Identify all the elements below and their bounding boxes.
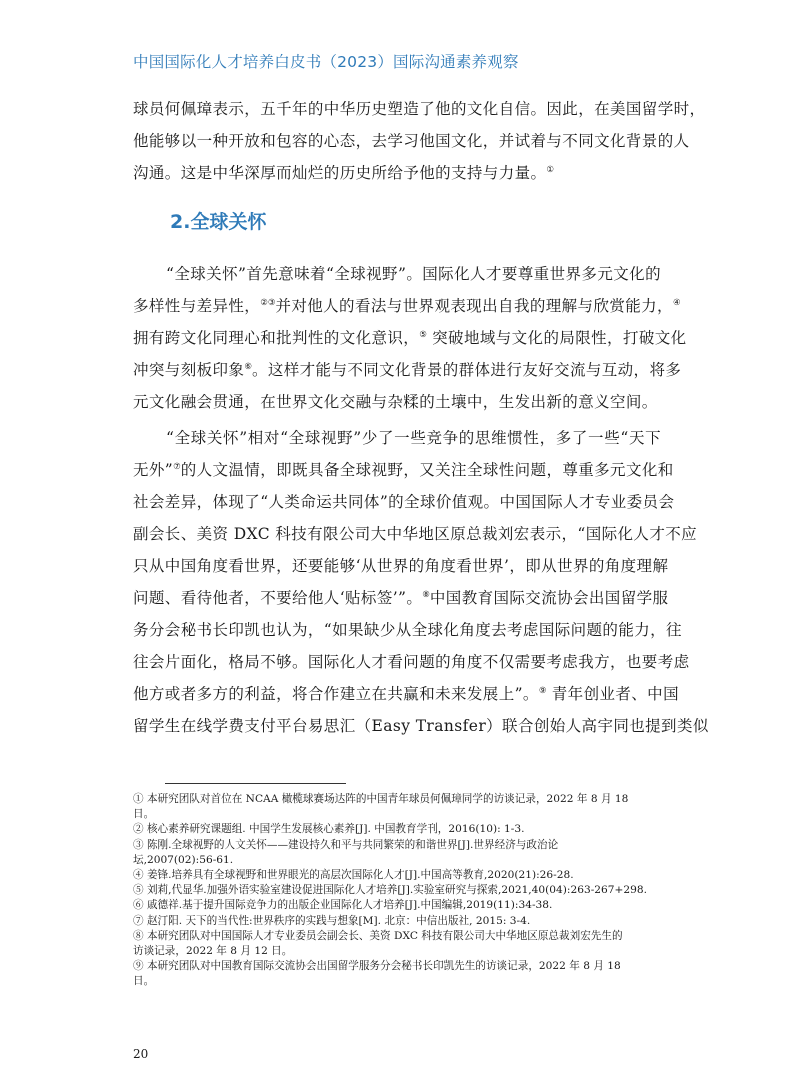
text-line: 元文化融会贯通，在世界文化交融与杂糅的土壤中，生发出新的意义空间。 <box>133 393 658 411</box>
footnotes <box>133 792 663 989</box>
footnote-ref[interactable]: ④ <box>672 298 681 308</box>
text-line: “全球关怀”相对“全球视野”少了一些竞争的思维惯性，多了一些“天下 <box>166 429 661 447</box>
footnote-line: ② 核心素养研究课题组. 中国学生发展核心素养[J]. 中国教育学刊，2016(10): 1-3. <box>133 823 525 836</box>
footnote-line: 坛,2007(02):56-61. <box>133 853 234 866</box>
paragraph-3 <box>133 422 709 742</box>
footnote-line: 日。 <box>133 808 155 821</box>
paragraph-1 <box>133 93 706 189</box>
text-line: 只从中国角度看世界，还要能够‘从世界的角度看世界’，即从世界的角度理解 <box>133 557 669 575</box>
text-line: 他方或者多方的利益，将合作建立在共赢和未来发展上”。⑨ 青年创业者、中国 <box>133 685 679 703</box>
section-title: 2.全球关怀 <box>170 211 267 233</box>
text-line: 往会片面化，格局不够。国际化人才看问题的角度不仅需要考虑我方，也要考虑 <box>133 653 690 671</box>
page-number: 20 <box>133 1047 149 1061</box>
footnote-ref[interactable]: ⑤ <box>419 330 427 340</box>
text-line: 留学生在线学费支付平台易思汇（Easy Transfer）联合创始人高宇同也提到类似 <box>133 717 709 735</box>
footnote-line: ④ 姜锋.培养具有全球视野和世界眼光的高层次国际化人才[J].中国高等教育,2020(21):26-28. <box>133 868 574 881</box>
text-line: 社会差异，体现了“人类命运共同体”的全球价值观。中国国际人才专业委员会 <box>133 493 675 511</box>
footnote-line: ⑥ 戚德祥.基于提升国际竞争力的出版企业国际化人才培养[J].中国编辑,2019(11):34-38. <box>133 899 553 912</box>
text-line: 多样性与差异性，②③并对他人的看法与世界观表现出自我的理解与欣赏能力，④ <box>133 297 681 315</box>
footnote-ref[interactable]: ⑦ <box>173 462 181 472</box>
text-line: 无外”⑦的人文温情，即既具备全球视野，又关注全球性问题，尊重多元文化和 <box>133 461 674 479</box>
text-line: “全球关怀”首先意味着“全球视野”。国际化人才要尊重世界多元文化的 <box>166 265 661 283</box>
footnote-ref[interactable]: ① <box>546 165 555 175</box>
footnote-line: ⑨ 本研究团队对中国教育国际交流协会出国留学服务分会秘书长印凯先生的访谈记录，2022 年 8 月 18 <box>133 960 621 973</box>
text-line: 务分会秘书长印凯也认为，“如果缺少从全球化角度去考虑国际问题的能力，往 <box>133 621 682 639</box>
footnote-line: ⑤ 刘莉,代显华.加强外语实验室建设促进国际化人才培养[J].实验室研究与探索,2021,40(04):263-267+298. <box>133 884 647 897</box>
footnote-line: 日。 <box>133 975 155 988</box>
text-line: 球员何佩璋表示，五千年的中华历史塑造了他的文化自信。因此，在美国留学时， <box>133 100 706 118</box>
footnote-ref[interactable]: ⑧ <box>422 590 430 600</box>
paragraph-2 <box>133 258 687 418</box>
footnote-line: ⑦ 赵汀阳. 天下的当代性:世界秩序的实践与想象[M]. 北京：中信出版社, 2015: 3-4. <box>133 914 531 927</box>
footnote-line: ⑧ 本研究团队对中国国际人才专业委员会副会长、美资 DXC 科技有限公司大中华地区原总裁刘宏先生的 <box>133 929 623 942</box>
text-line: 拥有跨文化同理心和批判性的文化意识，⑤ 突破地域与文化的局限性，打破文化 <box>133 329 687 347</box>
text-line: 副会长、美资 DXC 科技有限公司大中华地区原总裁刘宏表示，“国际化人才不应 <box>133 525 698 543</box>
footnote-divider <box>165 783 346 784</box>
running-header: 中国国际化人才培养白皮书（2023）国际沟通素养观察 <box>133 53 519 71</box>
text-line: 他能够以一种开放和包容的心态，去学习他国文化，并试着与不同文化背景的人 <box>133 132 690 150</box>
footnote-line: 访谈记录，2022 年 8 月 12 日。 <box>133 944 293 957</box>
footnote-ref[interactable]: ⑨ <box>538 686 547 696</box>
text-line: 沟通。这是中华深厚而灿烂的历史所给予他的支持与力量。① <box>133 164 555 182</box>
text-line: 冲突与刻板印象⑥。这样才能与不同文化背景的群体进行友好交流与互动，将多 <box>133 361 682 379</box>
footnote-ref[interactable]: ②③ <box>260 298 276 308</box>
text-line: 问题、看待他者，不要给他人‘贴标签’”。⑧中国教育国际交流协会出国留学服 <box>133 589 669 607</box>
footnote-line: ① 本研究团队对首位在 NCAA 橄榄球赛场达阵的中国青年球员何佩璋同学的访谈记录，2022 年 8 月 18 <box>133 793 629 805</box>
footnote-ref[interactable]: ⑥ <box>244 362 252 372</box>
footnote-line: ③ 陈刚.全球视野的人文关怀——建设持久和平与共同繁荣的和谐世界[J].世界经济与政治论 <box>133 838 559 851</box>
